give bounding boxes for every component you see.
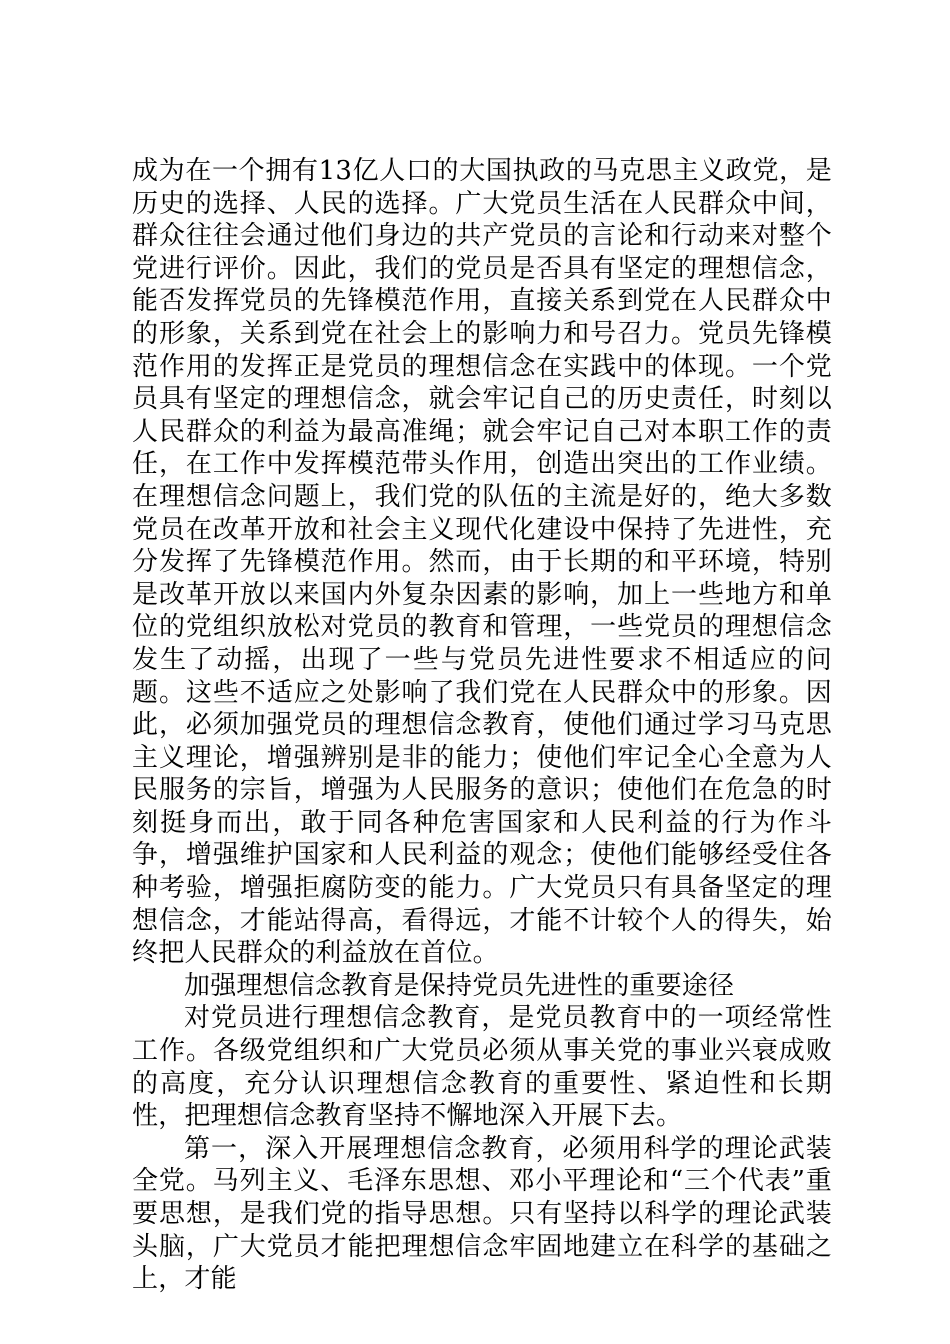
paragraph-intro: 对党员进行理想信念教育，是党员教育中的一项经常性工作。各级党组织和广大党员必须从事关党的事业兴衰成败的高度，充分认识理想信念教育的重要性、紧迫性和长期性，把理想信念教育坚持不懈地深入开展下去。 bbox=[132, 1003, 832, 1132]
paragraph-first-point: 第一，深入开展理想信念教育，必须用科学的理论武装全党。马列主义、毛泽东思想、邓小平理论和“三个代表”重要思想，是我们党的指导思想。只有坚持以科学的理论武装头脑，广大党员才能把理想信念牢固地建立在科学的基础之上，才能 bbox=[132, 1133, 832, 1295]
section-heading: 加强理想信念教育是保持党员先进性的重要途径 bbox=[184, 970, 735, 1001]
document-body bbox=[132, 155, 832, 1296]
paragraph-continuation: 成为在一个拥有13亿人口的大国执政的马克思主义政党，是历史的选择、人民的选择。广大党员生活在人民群众中间，群众往往会通过他们身边的共产党员的言论和行动来对整个党进行评价。因此，我们的党员是否具有坚定的理想信念，能否发挥党员的先锋模范作用，直接关系到党在人民群众中的形象，关系到党在社会上的影响力和号召力。党员先锋模范作用的发挥正是党员的理想信念在实践中的体现。一个党员具有坚定的理想信念，就会牢记自己的历史责任，时刻以人民群众的利益为最高准绳；就会牢记自己对本职工作的责任，在工作中发挥模范带头作用，创造出突出的工作业绩。在理想信念问题上，我们党的队伍的主流是好的，绝大多数党员在改革开放和社会主义现代化建设中保持了先进性，充分发挥了先锋模范作用。然而，由于长期的和平环境，特别是改革开放以来国内外复杂因素的影响，加上一些地方和单位的党组织放松对党员的教育和管理，一些党员的理想信念发生了动摇，出现了一些与党员先进性要求不相适应的问题。这些不适应之处影响了我们党在人民群众中的形象。因此，必须加强党员的理想信念教育，使他们通过学习马克思主义理论，增强辨别是非的能力；使他们牢记全心全意为人民服务的宗旨，增强为人民服务的意识；使他们在危急的时刻挺身而出，敢于同各种危害国家和人民利益的行为作斗争，增强维护国家和人民利益的观念；使他们能够经受住各种考验，增强拒腐防变的能力。广大党员只有具备坚定的理想信念，才能站得高，看得远，才能不计较个人的得失，始终把人民群众的利益放在首位。 bbox=[132, 156, 832, 969]
